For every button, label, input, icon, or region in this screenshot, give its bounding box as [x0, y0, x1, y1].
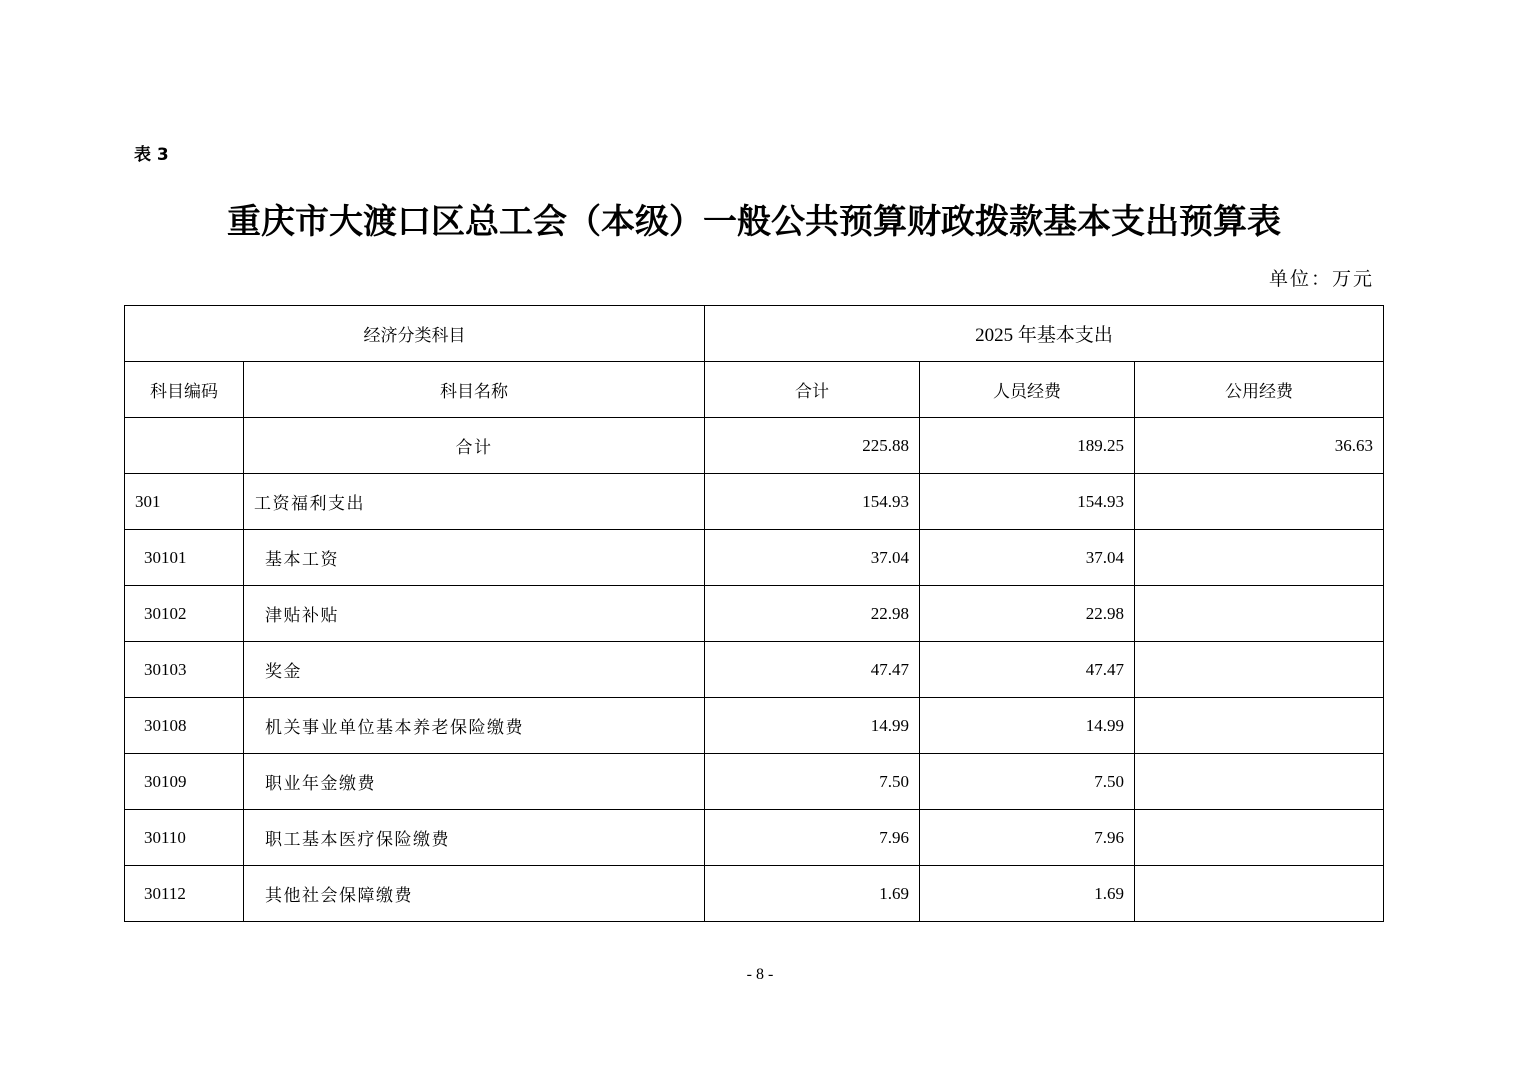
row-code: 301	[125, 474, 244, 530]
row-public	[1135, 866, 1384, 922]
total-sum: 225.88	[705, 418, 920, 474]
row-personnel: 14.99	[920, 698, 1135, 754]
total-label: 合计	[244, 418, 705, 474]
row-total: 14.99	[705, 698, 920, 754]
total-public: 36.63	[1135, 418, 1384, 474]
row-total: 7.96	[705, 810, 920, 866]
header-economic-classification: 经济分类科目	[125, 306, 705, 362]
column-header-name: 科目名称	[244, 362, 705, 418]
row-code: 30110	[125, 810, 244, 866]
row-code: 30102	[125, 586, 244, 642]
row-personnel: 37.04	[920, 530, 1135, 586]
row-personnel: 22.98	[920, 586, 1135, 642]
row-code: 30101	[125, 530, 244, 586]
row-public	[1135, 586, 1384, 642]
total-code	[125, 418, 244, 474]
row-name: 职工基本医疗保险缴费	[244, 810, 705, 866]
column-header-total: 合计	[705, 362, 920, 418]
row-total: 154.93	[705, 474, 920, 530]
row-name: 职业年金缴费	[244, 754, 705, 810]
row-name: 机关事业单位基本养老保险缴费	[244, 698, 705, 754]
group-header-row	[125, 306, 1384, 362]
table-row	[125, 866, 1384, 922]
row-name: 其他社会保障缴费	[244, 866, 705, 922]
column-header-public: 公用经费	[1135, 362, 1384, 418]
row-personnel: 47.47	[920, 642, 1135, 698]
row-name: 奖金	[244, 642, 705, 698]
row-name: 工资福利支出	[244, 474, 705, 530]
unit-label: 单位：万元	[1268, 268, 1374, 290]
row-personnel: 7.96	[920, 810, 1135, 866]
row-code: 30103	[125, 642, 244, 698]
total-row	[125, 418, 1384, 474]
table-row	[125, 810, 1384, 866]
header-basic-expenditure-2025: 2025 年基本支出	[705, 306, 1384, 362]
row-total: 7.50	[705, 754, 920, 810]
column-header-row	[125, 362, 1384, 418]
row-name: 基本工资	[244, 530, 705, 586]
page-number: - 8 -	[746, 966, 774, 983]
row-code: 30112	[125, 866, 244, 922]
row-total: 22.98	[705, 586, 920, 642]
row-public	[1135, 642, 1384, 698]
row-total: 47.47	[705, 642, 920, 698]
table-row	[125, 698, 1384, 754]
row-personnel: 1.69	[920, 866, 1135, 922]
row-public	[1135, 698, 1384, 754]
row-public	[1135, 474, 1384, 530]
row-total: 1.69	[705, 866, 920, 922]
row-personnel: 154.93	[920, 474, 1135, 530]
budget-table	[124, 305, 1384, 922]
column-header-code: 科目编码	[125, 362, 244, 418]
table-label: 表 3	[134, 145, 169, 165]
table-row	[125, 474, 1384, 530]
row-public	[1135, 810, 1384, 866]
table-row	[125, 754, 1384, 810]
row-public	[1135, 530, 1384, 586]
table-row	[125, 642, 1384, 698]
row-total: 37.04	[705, 530, 920, 586]
total-personnel: 189.25	[920, 418, 1135, 474]
row-code: 30108	[125, 698, 244, 754]
table-row	[125, 586, 1384, 642]
table-row	[125, 530, 1384, 586]
row-name: 津贴补贴	[244, 586, 705, 642]
row-public	[1135, 754, 1384, 810]
document-title: 重庆市大渡口区总工会（本级）一般公共预算财政拨款基本支出预算表	[227, 202, 1281, 242]
column-header-personnel: 人员经费	[920, 362, 1135, 418]
row-personnel: 7.50	[920, 754, 1135, 810]
row-code: 30109	[125, 754, 244, 810]
